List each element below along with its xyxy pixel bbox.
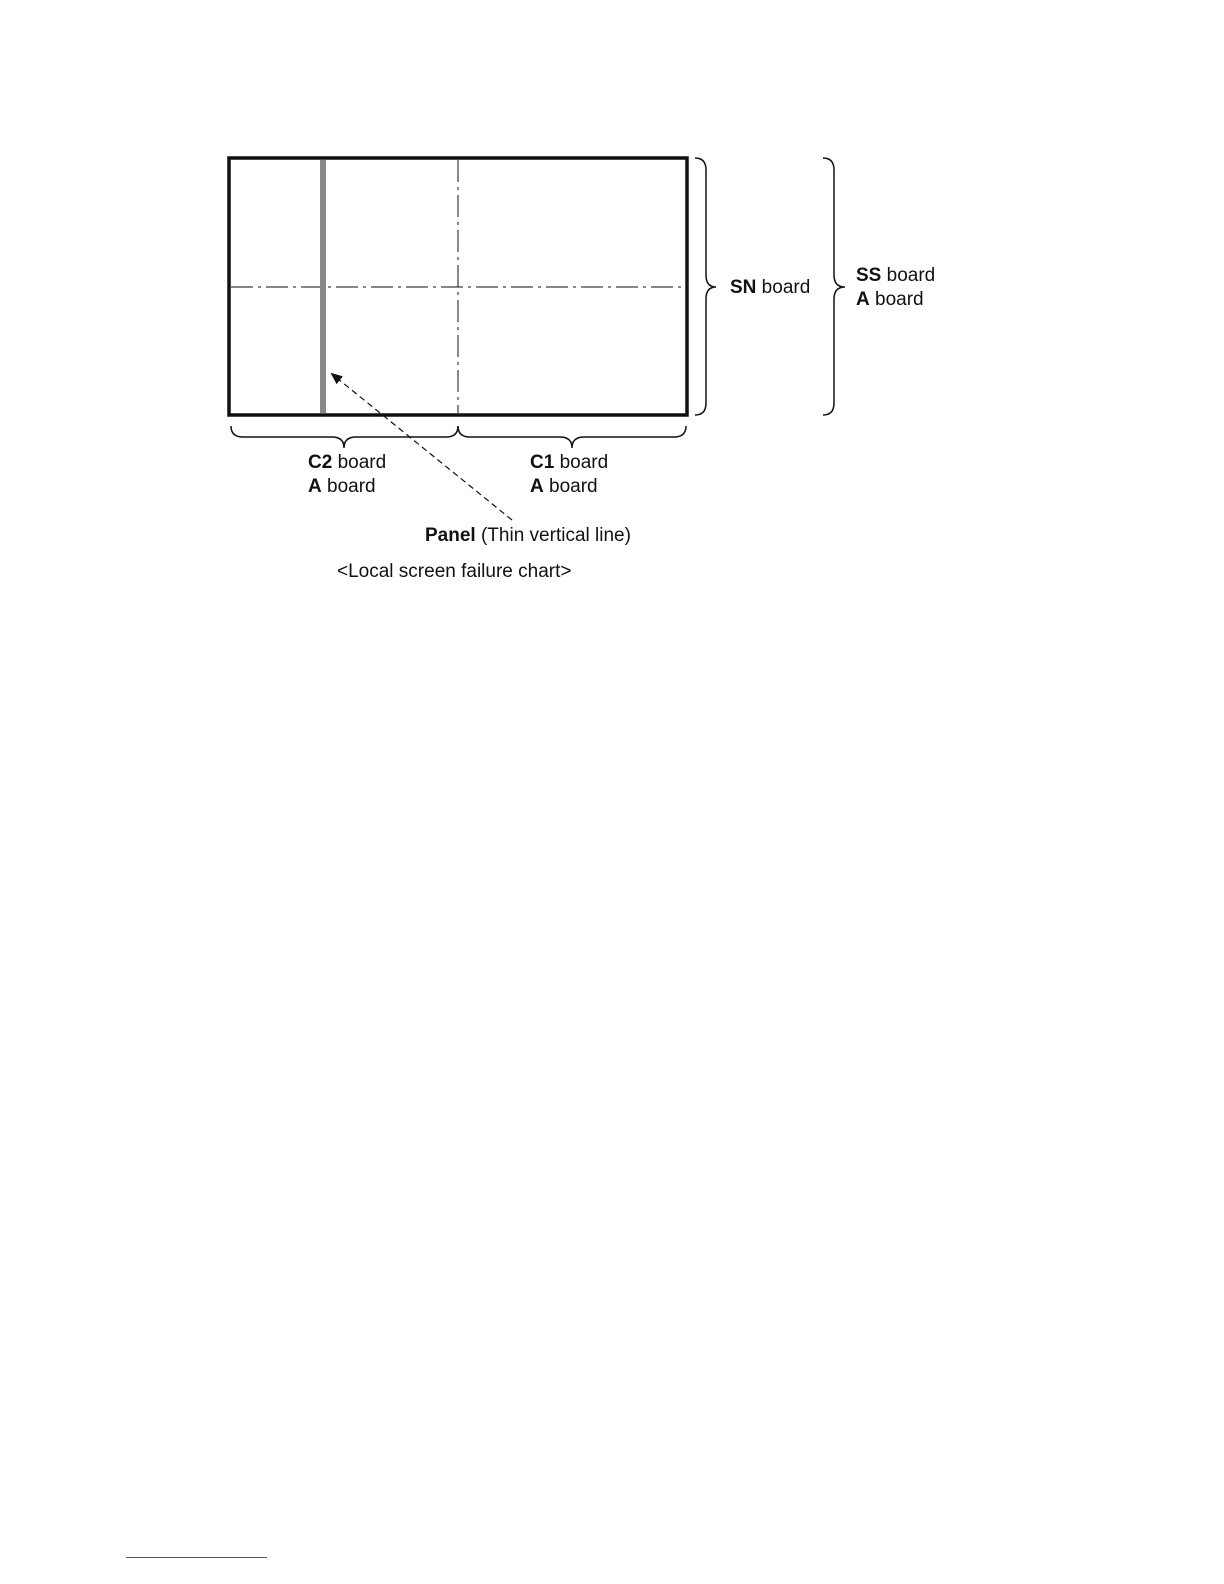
c1-a-text: board: [543, 476, 598, 497]
c1-a-board-label: [530, 475, 598, 499]
ss-a-text: board: [869, 289, 924, 310]
c2-a-code: A: [308, 476, 322, 497]
ss-board-label: [856, 264, 935, 288]
c1-a-code: A: [530, 476, 544, 497]
ss-code: SS: [856, 265, 882, 286]
footer-rule: [126, 1557, 267, 1558]
panel-code: Panel: [425, 525, 476, 546]
panel-label: [425, 524, 631, 548]
c2-text: board: [332, 452, 387, 473]
c1-code: C1: [530, 452, 555, 473]
c2-brace: [231, 426, 458, 448]
sn-brace: [695, 158, 716, 415]
ss-a-board-label: [856, 288, 924, 312]
chart-caption: <Local screen failure chart>: [337, 561, 572, 582]
sn-code: SN: [730, 277, 757, 298]
c1-text: board: [554, 452, 609, 473]
c2-board-label: [308, 451, 386, 475]
c2-a-board-label: [308, 475, 376, 499]
c1-board-label: [530, 451, 608, 475]
ss-a-code: A: [856, 289, 870, 310]
c2-code: C2: [308, 452, 333, 473]
ss-brace: [823, 158, 845, 415]
panel-text: (Thin vertical line): [475, 525, 631, 546]
sn-board-label: [730, 276, 810, 300]
c2-a-text: board: [321, 476, 376, 497]
ss-text: board: [881, 265, 936, 286]
c1-brace: [458, 426, 686, 448]
sn-text: board: [756, 277, 811, 298]
